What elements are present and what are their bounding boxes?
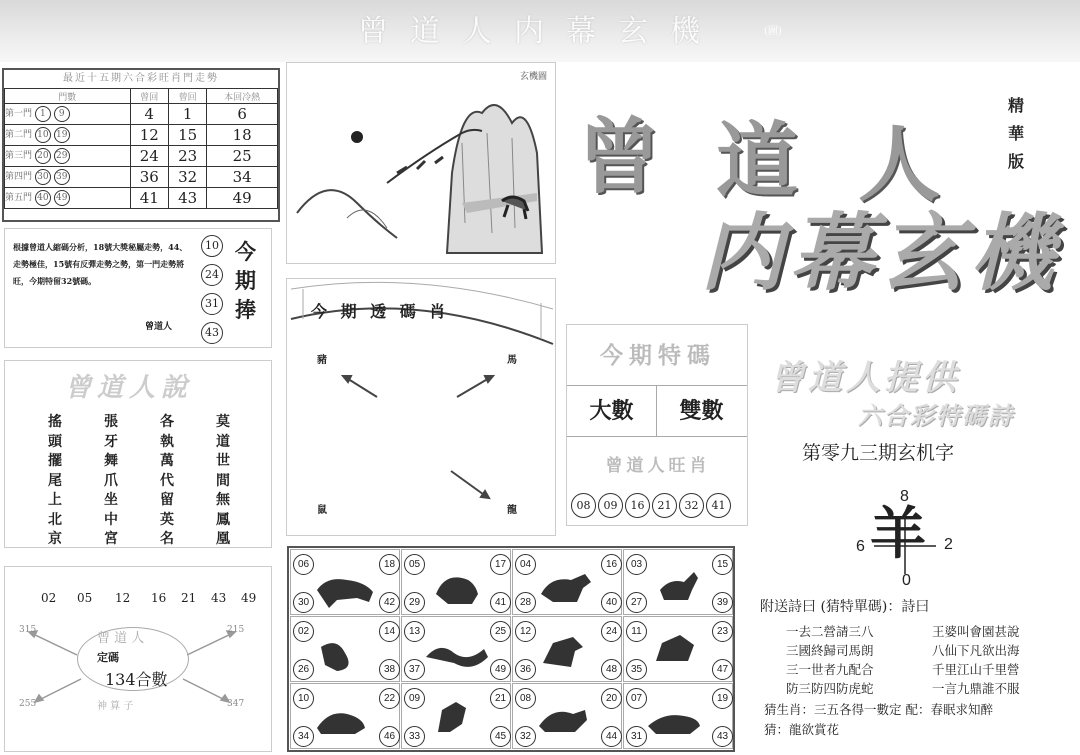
table-cell: 12 <box>130 125 168 146</box>
number-item: 05 <box>77 591 93 605</box>
zodiac-number: 11 <box>626 621 647 642</box>
zodiac-number: 49 <box>490 659 511 680</box>
corner-number: 215 <box>227 625 245 635</box>
landscape-label: 玄機圖 <box>519 72 547 82</box>
number-item: 43 <box>211 591 227 605</box>
zodiac-number: 21 <box>490 688 511 709</box>
row-end-ball: 49 <box>54 190 70 206</box>
zodiac-cell <box>401 683 511 749</box>
table-header: 曾回 <box>168 89 206 104</box>
zodiac-number: 41 <box>490 592 511 613</box>
zodiac-number: 10 <box>293 688 314 709</box>
zodiac-number: 19 <box>712 688 733 709</box>
number-ball: 43 <box>201 322 223 344</box>
row-label: 第四門 30 39 <box>5 167 131 188</box>
corner-number: 347 <box>227 699 245 709</box>
zodiac-number: 24 <box>601 621 622 642</box>
saying-column: 搖頭擺尾上北京 <box>48 414 62 547</box>
brand-char: 人 <box>858 118 941 213</box>
brand-char: 道 <box>716 114 799 209</box>
zodiac-cell <box>623 683 733 749</box>
issue-title: 第零九三期玄机字 <box>802 442 955 464</box>
saying-column: 莫道世間無鳳凰 <box>216 414 230 547</box>
zodiac-cell <box>401 549 511 615</box>
tou-ma-box <box>286 278 556 536</box>
zodiac-cell <box>623 616 733 682</box>
zodiac-cell <box>290 616 400 682</box>
zodiac-number: 36 <box>515 659 536 680</box>
animal-label: 鼠 <box>317 505 327 516</box>
table-cell: 24 <box>130 146 168 167</box>
table-row <box>5 125 278 146</box>
landscape-picture <box>286 62 556 264</box>
table-header-row <box>5 89 278 104</box>
trend-table <box>2 68 280 222</box>
riddle-right: 2 <box>944 536 953 553</box>
provide-label: 曾道人提供 <box>770 358 960 398</box>
table-cell: 15 <box>168 125 206 146</box>
table-cell: 25 <box>207 146 278 167</box>
number-ball: 31 <box>201 293 223 315</box>
table-row <box>5 104 278 125</box>
row-label: 第一門 1 9 <box>5 104 131 125</box>
riddle-char: 羊 <box>870 501 926 567</box>
zodiac-number: 44 <box>601 726 622 747</box>
table-cell: 6 <box>207 104 278 125</box>
edition-label: 精華版 <box>1008 96 1025 171</box>
zodiac-number: 08 <box>515 688 536 709</box>
zodiac-number: 02 <box>293 621 314 642</box>
saying-column: 各執萬代留英名 <box>160 414 174 547</box>
poem-line: 一言九鼎誰不服 <box>932 681 1020 696</box>
table-cell: 34 <box>207 167 278 188</box>
te-ma-cell: 雙數 <box>679 398 724 424</box>
sum-label: 134合數 <box>105 670 168 689</box>
zodiac-number: 40 <box>601 592 622 613</box>
row-label: 第五門 40 49 <box>5 188 131 209</box>
zodiac-number: 42 <box>379 592 400 613</box>
zodiac-number: 38 <box>379 659 400 680</box>
table-cell: 4 <box>130 104 168 125</box>
number-ball: 16 <box>625 493 650 518</box>
table-cell: 23 <box>168 146 206 167</box>
zodiac-number: 20 <box>601 688 622 709</box>
brand-char: 曾 <box>578 110 661 205</box>
top-banner <box>0 0 1080 62</box>
number-ball: 09 <box>598 493 623 518</box>
zodiac-cell <box>512 616 622 682</box>
te-ma-subtitle: 曾道人旺肖 <box>605 456 711 476</box>
zodiac-number: 35 <box>626 659 647 680</box>
analysis-text: 根據曾道人縮碼分析，18號大獎秘屬走勢，44、走勢極佳，15號有反彈走勢之勢，第一門走勢將旺，今期特留32號碼。 <box>13 242 188 286</box>
poem-line: 一去二營請三八 <box>786 624 874 639</box>
zodiac-number: 09 <box>404 688 425 709</box>
zodiac-number: 43 <box>712 726 733 747</box>
zodiac-cell <box>290 549 400 615</box>
vertical-title: 今期捧 <box>235 239 256 322</box>
zodiac-number: 14 <box>379 621 400 642</box>
zodiac-number: 48 <box>601 659 622 680</box>
table-caption: 最近十五期六合彩旺肖門走勢 <box>63 73 219 84</box>
zodiac-number: 22 <box>379 688 400 709</box>
zodiac-number: 23 <box>712 621 733 642</box>
number-item: 49 <box>241 591 257 605</box>
landscape-ink-drawing <box>287 63 557 263</box>
table-cell: 18 <box>207 125 278 146</box>
brand-subtitle: 内幕玄機 <box>700 204 1061 302</box>
row-end-ball: 19 <box>54 127 70 143</box>
zodiac-cell <box>401 616 511 682</box>
tou-ma-title: 今 期 透 碼 肖 <box>311 302 450 321</box>
row-end-ball: 9 <box>54 106 70 122</box>
analysis-box <box>4 228 272 348</box>
zodiac-number: 12 <box>515 621 536 642</box>
zodiac-number: 47 <box>712 659 733 680</box>
zodiac-grid <box>287 546 735 752</box>
zodiac-number: 07 <box>626 688 647 709</box>
zodiac-number: 39 <box>712 592 733 613</box>
table-cell: 1 <box>168 104 206 125</box>
number-ball: 24 <box>201 264 223 286</box>
row-end-ball: 39 <box>54 169 70 185</box>
bottom-text: 神 算 子 <box>97 701 134 712</box>
number-ball: 08 <box>571 493 596 518</box>
number-item: 16 <box>151 591 167 605</box>
row-label: 第二門 10 19 <box>5 125 131 146</box>
animal-label: 龍 <box>507 505 517 516</box>
te-ma-cells <box>567 385 747 437</box>
table-cell: 32 <box>168 167 206 188</box>
row-start-ball: 30 <box>35 169 51 185</box>
animal-label: 馬 <box>507 355 517 366</box>
zodiac-number: 25 <box>490 621 511 642</box>
te-ma-title: 今期特碼 <box>600 342 716 369</box>
corner-number: 315 <box>19 625 37 635</box>
poem-footer: 猜：龍欲賞花 <box>764 722 840 737</box>
banner-small: (圖) <box>764 26 782 37</box>
corner-number: 255 <box>19 699 37 709</box>
saying-column: 張牙舞爪坐中宮 <box>104 414 118 547</box>
number-ball: 32 <box>679 493 704 518</box>
table-cell: 43 <box>168 188 206 209</box>
table-header: 門數 <box>5 89 131 104</box>
zodiac-number: 06 <box>293 554 314 575</box>
riddle-bottom: 0 <box>902 572 911 589</box>
poem-title: 附送詩曰 (猜特單碼)：詩曰 <box>760 599 930 615</box>
zodiac-number: 33 <box>404 726 425 747</box>
animal-label: 豬 <box>317 355 327 366</box>
zodiac-number: 05 <box>404 554 425 575</box>
poem-line: 三一世者九配合 <box>786 662 874 677</box>
zodiac-number: 32 <box>515 726 536 747</box>
zodiac-number: 26 <box>293 659 314 680</box>
zodiac-number: 13 <box>404 621 425 642</box>
poem-line: 王婆叫會園甚說 <box>932 624 1020 639</box>
poem-line: 防三防四防虎蛇 <box>786 681 874 696</box>
banner-title: 曾道人内幕玄機 <box>358 14 722 49</box>
row-end-ball: 29 <box>54 148 70 164</box>
row-start-ball: 20 <box>35 148 51 164</box>
riddle-left: 6 <box>856 538 865 555</box>
table-header: 曾回 <box>130 89 168 104</box>
table-cell: 36 <box>130 167 168 188</box>
table-row <box>5 188 278 209</box>
table-row <box>5 146 278 167</box>
number-ball: 21 <box>652 493 677 518</box>
te-ma-box <box>566 324 748 526</box>
poem-left <box>786 622 874 698</box>
zodiac-number: 16 <box>601 554 622 575</box>
table-row <box>5 167 278 188</box>
dingma-label: 定碼 <box>97 651 119 664</box>
zodiac-cell <box>512 549 622 615</box>
poem-footer: 猜生肖：三五各得一數定 配：春眠求知醉 <box>764 702 993 717</box>
zodiac-number: 28 <box>515 592 536 613</box>
te-ma-cell: 大數 <box>567 386 657 436</box>
number-item: 21 <box>181 591 197 605</box>
row-start-ball: 40 <box>35 190 51 206</box>
zodiac-number: 15 <box>712 554 733 575</box>
number-ball: 41 <box>706 493 731 518</box>
poem-right <box>932 622 1020 698</box>
zodiac-cell <box>623 549 733 615</box>
zodiac-number: 04 <box>515 554 536 575</box>
poem-line: 八仙下凡欲出海 <box>932 643 1020 658</box>
row-label: 第三門 20 29 <box>5 146 131 167</box>
zodiac-number: 27 <box>626 592 647 613</box>
zodiac-number: 17 <box>490 554 511 575</box>
riddle-top: 8 <box>900 488 909 505</box>
table-cell: 41 <box>130 188 168 209</box>
zodiac-number: 34 <box>293 726 314 747</box>
number-item: 02 <box>41 591 57 605</box>
number-ball: 10 <box>201 235 223 257</box>
zodiac-number: 37 <box>404 659 425 680</box>
zodiac-number: 30 <box>293 592 314 613</box>
te-ma-balls <box>571 493 733 518</box>
zodiac-number: 46 <box>379 726 400 747</box>
provide-sub-label: 六合彩特碼詩 <box>858 401 1014 430</box>
analysis-signature: 曾道人 <box>145 322 173 332</box>
zodiac-cell <box>290 683 400 749</box>
table-header: 本回冷熱 <box>207 89 278 104</box>
saying-box <box>4 360 272 548</box>
ellipse-top-text: 曾 道 人 <box>97 631 145 646</box>
zodiac-number: 03 <box>626 554 647 575</box>
zodiac-cell <box>512 683 622 749</box>
row-start-ball: 1 <box>35 106 51 122</box>
number-item: 12 <box>115 591 131 605</box>
table-cell: 49 <box>207 188 278 209</box>
row-start-ball: 10 <box>35 127 51 143</box>
number-box <box>4 566 272 752</box>
zodiac-number: 31 <box>626 726 647 747</box>
zodiac-number: 45 <box>490 726 511 747</box>
poem-line: 三國終歸司馬朗 <box>786 643 874 658</box>
zodiac-number: 29 <box>404 592 425 613</box>
saying-title: 曾道人說 <box>65 373 194 403</box>
zodiac-number: 18 <box>379 554 400 575</box>
poem-line: 千里江山千里營 <box>932 662 1020 677</box>
